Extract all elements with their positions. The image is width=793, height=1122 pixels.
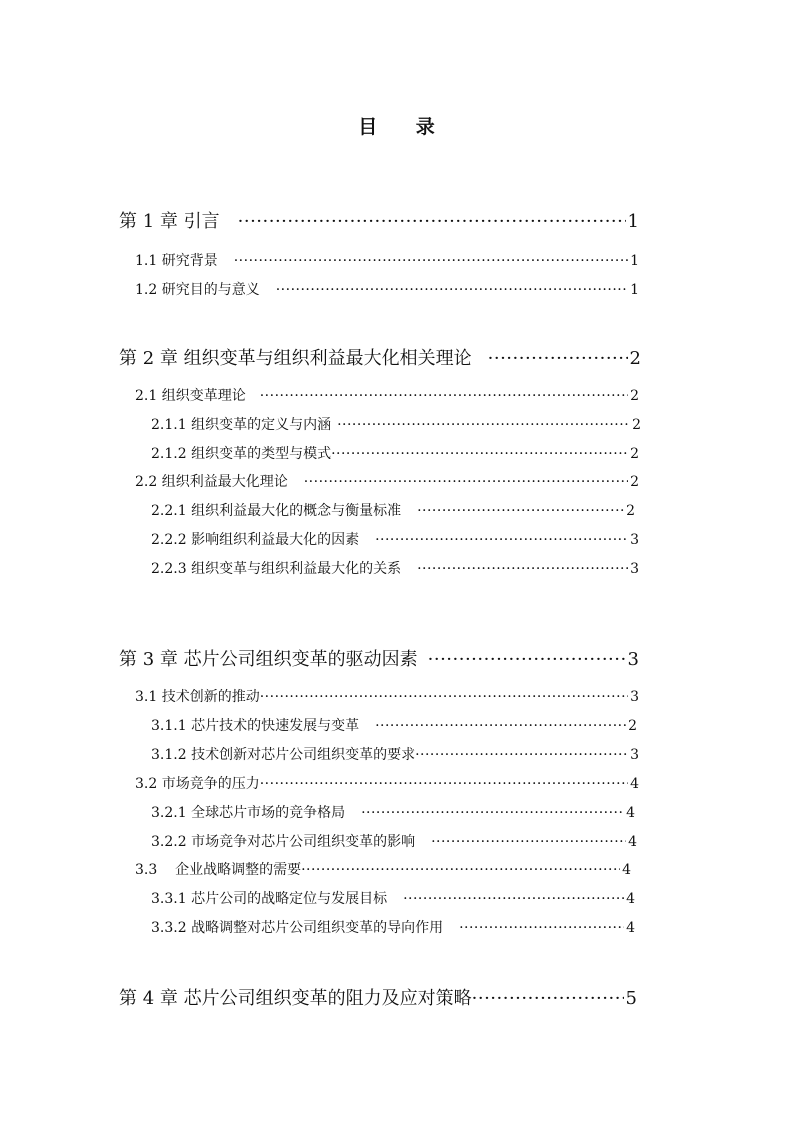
toc-entry-label: 第 4 章 芯片公司组织变革的阻力及应对策略 (119, 988, 472, 1009)
toc-page-number: 1 (630, 282, 639, 298)
toc-leader-dots (337, 417, 630, 433)
toc-entry-label: 3.3 企业战略调整的需要 (135, 862, 302, 878)
toc-leader-dots (415, 747, 628, 763)
toc-leader-dots (301, 862, 620, 878)
toc-page-number: 2 (630, 446, 639, 462)
toc-page-number: 2 (630, 474, 639, 490)
toc-page-number: 4 (628, 834, 637, 850)
toc-leader-dots (459, 920, 624, 936)
toc-entry-label: 2.2.3 组织变革与组织利益最大化的关系 (151, 561, 402, 577)
toc-entry-label: 3.3.2 战略调整对芯片公司组织变革的导向作用 (151, 920, 444, 936)
toc-entry-label: 2.1 组织变革理论 (135, 388, 246, 404)
toc-leader-dots (428, 649, 626, 670)
toc-entry-2-1-2[interactable] (151, 443, 639, 463)
toc-page-number: 2 (629, 348, 641, 369)
toc-entry-3-3-2[interactable] (151, 917, 635, 937)
toc-leader-dots (431, 834, 626, 850)
toc-page-number: 4 (630, 776, 639, 792)
toc-entry-3-1[interactable] (135, 686, 639, 706)
toc-leader-dots (375, 718, 626, 734)
toc-leader-dots (304, 474, 628, 490)
toc-leader-dots (331, 446, 628, 462)
toc-entry-3-1-1[interactable] (151, 715, 637, 735)
toc-page-number: 1 (627, 211, 639, 232)
toc-entry-label: 3.1.1 芯片技术的快速发展与变革 (151, 718, 360, 734)
toc-leader-dots (238, 211, 626, 232)
toc-entry-label: 3.2.1 全球芯片市场的竞争格局 (151, 805, 346, 821)
toc-page-number: 2 (626, 503, 635, 519)
toc-page-number: 3 (630, 747, 639, 763)
toc-page-number: 3 (630, 532, 639, 548)
toc-entry-chapter-1[interactable] (119, 207, 639, 233)
toc-leader-dots (403, 891, 624, 907)
toc-entry-3-2-2[interactable] (151, 831, 637, 851)
toc-leader-dots (276, 282, 628, 298)
toc-leader-dots (234, 253, 628, 269)
toc-entry-label: 3.1 技术创新的推动 (135, 689, 260, 705)
toc-entry-3-3[interactable] (135, 859, 631, 879)
toc-page-number: 5 (625, 988, 637, 1009)
toc-entry-label: 2.2.1 组织利益最大化的概念与衡量标准 (151, 503, 402, 519)
toc-entry-label: 2.2 组织利益最大化理论 (135, 474, 288, 490)
toc-entry-label: 2.1.2 组织变革的类型与模式 (151, 446, 332, 462)
toc-leader-dots (472, 988, 624, 1009)
toc-entry-chapter-2[interactable] (119, 344, 641, 370)
toc-entry-2-2-1[interactable] (151, 500, 635, 520)
toc-leader-dots (488, 348, 628, 369)
toc-entry-2-2-3[interactable] (151, 558, 639, 578)
toc-entry-label: 3.2.2 市场竞争对芯片公司组织变革的影响 (151, 834, 416, 850)
toc-leader-dots (375, 532, 628, 548)
toc-entry-label: 3.3.1 芯片公司的战略定位与发展目标 (151, 891, 388, 907)
toc-page-number: 3 (630, 561, 639, 577)
toc-entry-2-1[interactable] (135, 385, 639, 405)
toc-leader-dots (260, 689, 628, 705)
toc-entry-label: 第 3 章 芯片公司组织变革的驱动因素 (119, 649, 418, 670)
toc-entry-2-2[interactable] (135, 471, 639, 491)
toc-entry-chapter-4[interactable] (119, 984, 637, 1010)
toc-page-number: 2 (632, 417, 641, 433)
toc-entry-3-2[interactable] (135, 773, 639, 793)
toc-entry-chapter-3[interactable] (119, 645, 639, 671)
toc-entry-label: 3.1.2 技术创新对芯片公司组织变革的要求 (151, 747, 416, 763)
toc-leader-dots (260, 388, 628, 404)
toc-page-number: 4 (626, 891, 635, 907)
toc-leader-dots (361, 805, 624, 821)
toc-entry-1-1[interactable] (135, 250, 639, 270)
toc-page-number: 2 (628, 718, 637, 734)
toc-entry-label: 第 2 章 组织变革与组织利益最大化相关理论 (119, 348, 472, 369)
toc-entry-label: 2.1.1 组织变革的定义与内涵 (151, 417, 332, 433)
toc-page-number: 2 (630, 388, 639, 404)
toc-entry-1-2[interactable] (135, 279, 639, 299)
page-title: 目 录 (358, 116, 451, 138)
toc-entry-3-2-1[interactable] (151, 802, 635, 822)
toc-entry-3-3-1[interactable] (151, 888, 635, 908)
toc-entry-label: 3.2 市场竞争的压力 (135, 776, 260, 792)
toc-leader-dots (417, 561, 628, 577)
toc-page-number: 3 (630, 689, 639, 705)
toc-page-number: 1 (630, 253, 639, 269)
toc-leader-dots (417, 503, 624, 519)
toc-page-number: 4 (626, 920, 635, 936)
toc-entry-label: 第 1 章 引言 (119, 211, 220, 232)
toc-entry-2-1-1[interactable] (151, 414, 641, 434)
toc-page-number: 3 (627, 649, 639, 670)
toc-entry-2-2-2[interactable] (151, 529, 639, 549)
toc-entry-label: 1.1 研究背景 (135, 253, 218, 269)
toc-entry-label: 2.2.2 影响组织利益最大化的因素 (151, 532, 360, 548)
toc-entry-3-1-2[interactable] (151, 744, 639, 764)
toc-leader-dots (260, 776, 628, 792)
toc-entry-label: 1.2 研究目的与意义 (135, 282, 260, 298)
toc-page-number: 4 (626, 805, 635, 821)
toc-page-number: 4 (622, 862, 631, 878)
